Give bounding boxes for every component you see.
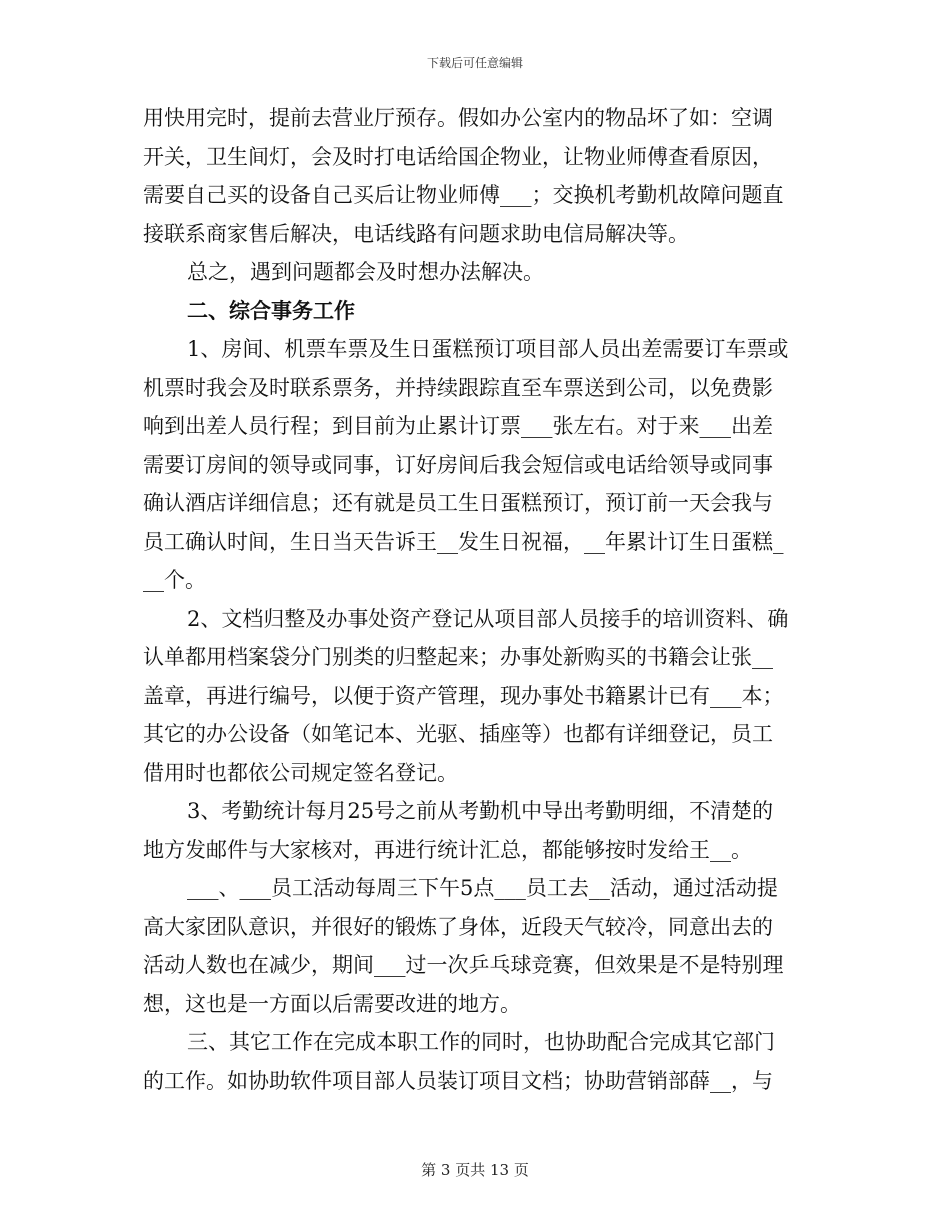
page-header: 下载后可任意编辑 — [426, 56, 523, 70]
paragraph-line: 确认酒店详细信息；还有就是员工生日蛋糕预订，预订前一天会我与 — [143, 491, 773, 515]
page-footer: 第 3 页共 13 页 — [421, 1161, 529, 1179]
paragraph-line: 接联系商家售后解决，电话线路有问题求助电信局解决等。 — [143, 221, 689, 246]
paragraph-line: 3、考勤统计每月25号之前从考勤机中导出考勤明细，不清楚的 — [187, 799, 774, 823]
paragraph-line: 1、房间、机票车票及生日蛋糕预订项目部人员出差需要订车票或 — [187, 337, 789, 361]
paragraph-line: 借用时也都依公司规定签名登记。 — [143, 760, 458, 785]
paragraph-line: 认单都用档案袋分门别类的归整起来；办事处新购买的书籍会让张__ — [143, 645, 773, 669]
paragraph-line: 用快用完时，提前去营业厅预存。假如办公室内的物品坏了如：空调 — [143, 106, 773, 130]
paragraph-line: 开关，卫生间灯，会及时打电话给国企物业，让物业师傅查看原因， — [143, 144, 773, 169]
paragraph-line: 机票时我会及时联系票务，并持续跟踪直至车票送到公司，以免费影 — [143, 375, 773, 400]
paragraph-line: 地方发邮件与大家核对，再进行统计汇总，都能够按时发给王__。 — [143, 837, 752, 862]
paragraph-line: ___、___员工活动每周三下午5点___员工去__活动，通过活动提 — [187, 876, 778, 900]
section-heading: 二、综合事务工作 — [187, 297, 355, 323]
document-body — [143, 99, 803, 1100]
paragraph-line: 的工作。如协助软件项目部人员装订项目文档；协助营销部薛__，与 — [143, 1068, 773, 1093]
paragraph-line: 员工确认时间，生日当天告诉王__发生日祝福，__年累计订生日蛋糕_ — [143, 529, 784, 554]
paragraph-line: 想，这也是一方面以后需要改进的地方。 — [143, 991, 521, 1016]
paragraph-line: 盖章，再进行编号，以便于资产管理，现办事处书籍累计已有___本； — [143, 683, 784, 708]
paragraph-line: 三、其它工作在完成本职工作的同时，也协助配合完成其它部门 — [187, 1030, 775, 1054]
paragraph-line: 活动人数也在减少，期间___过一次乒乓球竞赛，但效果是不是特别理 — [143, 953, 784, 977]
paragraph-line: __个。 — [143, 568, 206, 592]
paragraph-line: 响到出差人员行程；到目前为止累计订票___张左右。对于来___出差 — [143, 414, 773, 438]
paragraph-line: 总之，遇到问题都会及时想办法解决。 — [187, 260, 544, 284]
paragraph-line: 需要订房间的领导或同事，订好房间后我会短信或电话给领导或同事 — [143, 452, 773, 477]
paragraph-line: 需要自己买的设备自己买后让物业师傅___；交换机考勤机故障问题直 — [143, 183, 784, 207]
paragraph-line: 高大家团队意识，并很好的锻炼了身体，近段天气较冷，同意出去的 — [143, 914, 773, 939]
paragraph-line: 2、文档归整及办事处资产登记从项目部人员接手的培训资料、确 — [187, 606, 789, 631]
paragraph-line: 其它的办公设备（如笔记本、光驱、插座等）也都有详细登记，员工 — [143, 722, 773, 746]
